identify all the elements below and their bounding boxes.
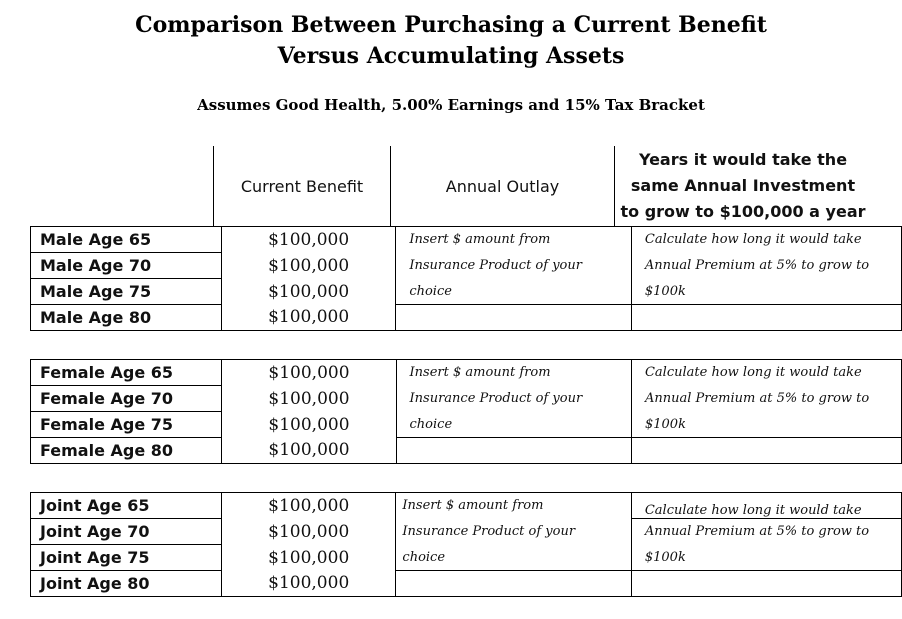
header-years-line-1: Years it would take the bbox=[638, 150, 848, 169]
table-row bbox=[31, 519, 902, 545]
page-subtitle: Assumes Good Health, 5.00% Earnings and 15% Tax Bracket bbox=[197, 96, 705, 114]
female-group-table bbox=[30, 359, 902, 464]
years-note: Annual Premium at 5% to grow to bbox=[631, 386, 901, 412]
outlay-note: Insurance Product of your bbox=[396, 386, 631, 412]
row-label: Joint Age 70 bbox=[31, 519, 222, 545]
benefit-value: $100,000 bbox=[222, 412, 396, 438]
benefit-value: $100,000 bbox=[222, 360, 396, 386]
outlay-note: Insert $ amount from bbox=[396, 360, 631, 386]
joint-group-table bbox=[30, 492, 902, 597]
row-label: Female Age 70 bbox=[31, 386, 222, 412]
years-empty-cell bbox=[631, 438, 901, 464]
years-note: $100k bbox=[631, 545, 901, 571]
title-line-2: Versus Accumulating Assets bbox=[277, 43, 625, 69]
header-years-line-3: to grow to $100,000 a year bbox=[620, 202, 866, 221]
header-years bbox=[615, 147, 871, 225]
header-years-line-2: same Annual Investment bbox=[630, 176, 856, 195]
row-label: Male Age 65 bbox=[31, 227, 222, 253]
years-empty-cell bbox=[631, 571, 901, 597]
table-row bbox=[31, 386, 902, 412]
years-note: Calculate how long it would take bbox=[631, 227, 901, 253]
table-row bbox=[31, 253, 902, 279]
outlay-note: Insurance Product of your bbox=[396, 519, 631, 545]
row-label: Female Age 65 bbox=[31, 360, 222, 386]
row-label: Male Age 80 bbox=[31, 305, 222, 331]
years-note: Annual Premium at 5% to grow to bbox=[631, 253, 901, 279]
outlay-note: choice bbox=[396, 412, 631, 438]
benefit-value: $100,000 bbox=[221, 227, 395, 253]
table-row bbox=[31, 305, 902, 331]
row-label: Joint Age 65 bbox=[31, 493, 222, 519]
table-row bbox=[31, 438, 902, 464]
years-note: Calculate how long it would take bbox=[631, 493, 901, 519]
benefit-value: $100,000 bbox=[222, 386, 396, 412]
outlay-note: Insert $ amount from bbox=[396, 227, 632, 253]
benefit-value: $100,000 bbox=[221, 305, 395, 331]
table-row bbox=[31, 360, 902, 386]
outlay-empty-cell bbox=[396, 438, 631, 464]
benefit-value: $100,000 bbox=[222, 438, 396, 464]
row-label: Female Age 80 bbox=[31, 438, 222, 464]
table-row bbox=[31, 412, 902, 438]
benefit-value: $100,000 bbox=[221, 253, 395, 279]
page-title bbox=[0, 10, 902, 72]
outlay-note: choice bbox=[396, 279, 632, 305]
benefit-value: $100,000 bbox=[222, 571, 396, 597]
outlay-empty-cell bbox=[396, 571, 631, 597]
outlay-note: Insert $ amount from bbox=[396, 493, 631, 519]
years-note: $100k bbox=[631, 412, 901, 438]
table-row bbox=[31, 279, 902, 305]
years-note: Calculate how long it would take bbox=[631, 360, 901, 386]
table-row bbox=[31, 545, 902, 571]
benefit-value: $100,000 bbox=[222, 545, 396, 571]
table-row bbox=[31, 493, 902, 519]
outlay-empty-cell bbox=[396, 305, 632, 331]
table-row bbox=[31, 571, 902, 597]
outlay-note: choice bbox=[396, 545, 631, 571]
years-note: $100k bbox=[631, 279, 901, 305]
benefit-value: $100,000 bbox=[222, 493, 396, 519]
header-annual-outlay: Annual Outlay bbox=[445, 177, 560, 196]
row-label: Male Age 75 bbox=[31, 279, 222, 305]
row-label: Joint Age 75 bbox=[31, 545, 222, 571]
male-group-table bbox=[30, 226, 902, 331]
benefit-value: $100,000 bbox=[221, 279, 395, 305]
row-label: Female Age 75 bbox=[31, 412, 222, 438]
benefit-value: $100,000 bbox=[222, 519, 396, 545]
years-empty-cell bbox=[631, 305, 901, 331]
row-label: Joint Age 80 bbox=[31, 571, 222, 597]
table-row bbox=[31, 227, 902, 253]
header-current-benefit: Current Benefit bbox=[240, 177, 364, 196]
row-label: Male Age 70 bbox=[31, 253, 222, 279]
years-note: Annual Premium at 5% to grow to bbox=[631, 519, 901, 545]
outlay-note: Insurance Product of your bbox=[396, 253, 632, 279]
title-line-1: Comparison Between Purchasing a Current Benefit bbox=[135, 12, 767, 38]
